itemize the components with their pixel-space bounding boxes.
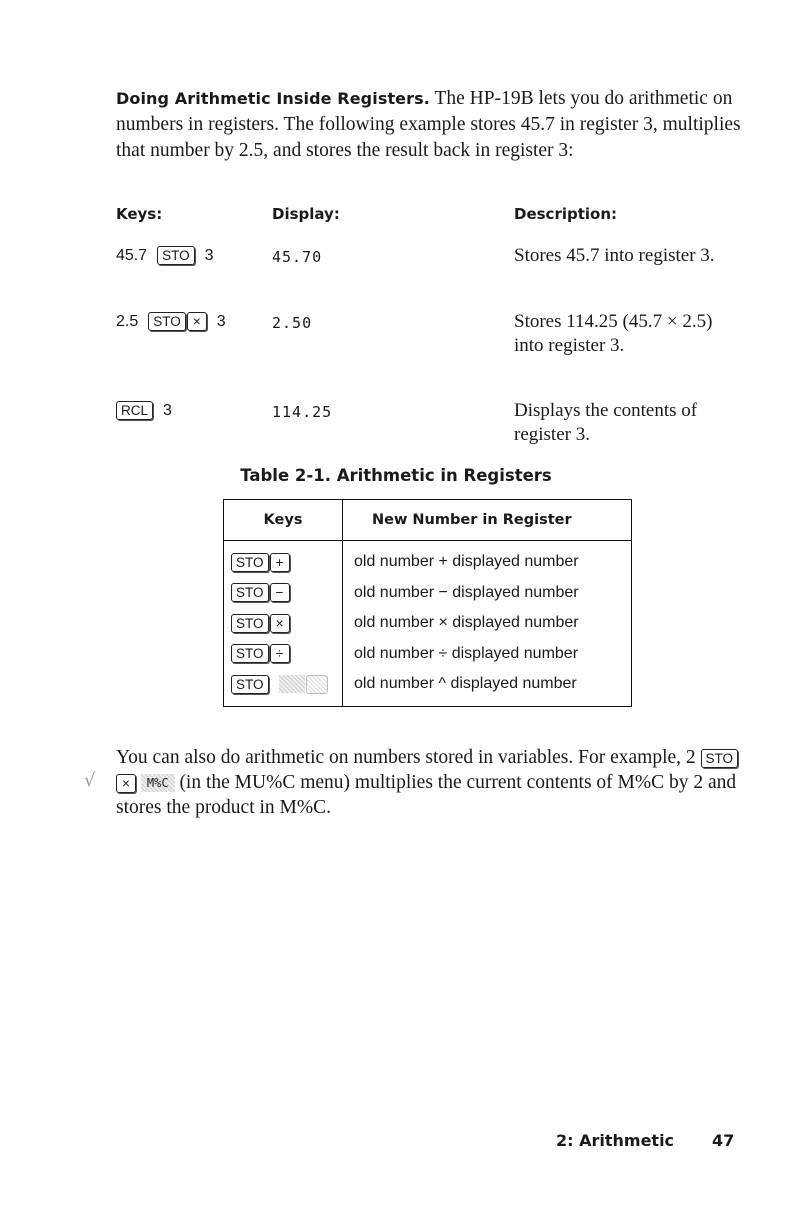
- page-number: 47: [712, 1131, 735, 1150]
- sto-key: STO: [148, 312, 186, 331]
- row-description: Stores 45.7 into register 3.: [514, 245, 715, 266]
- mpc-menu-key: M%C: [141, 774, 175, 792]
- table-caption: Table 2-1. Arithmetic in Registers: [240, 466, 552, 485]
- register-arithmetic-table: [223, 499, 632, 707]
- intro-paragraph: [116, 86, 746, 164]
- row-description: Displays the contents of register 3.: [514, 400, 698, 445]
- table-row: [224, 578, 632, 609]
- table-cell-result: old number ^ displayed number: [354, 675, 577, 693]
- display-readout: 2.50: [272, 314, 313, 332]
- sto-key: STO: [701, 749, 739, 768]
- multiply-key: ×: [116, 774, 136, 793]
- blank-key-icon: [306, 675, 328, 694]
- sto-key: STO: [231, 583, 269, 602]
- outro-paragraph: [116, 745, 748, 820]
- minus-key: −: [270, 583, 290, 602]
- keystroke-sequence: [116, 401, 172, 420]
- sto-key: STO: [231, 675, 269, 694]
- plus-key: +: [270, 553, 290, 572]
- register-number: 3: [216, 312, 226, 330]
- table-cell-result: old number × displayed number: [354, 614, 579, 632]
- sto-key: STO: [231, 553, 269, 572]
- multiply-key: ×: [270, 614, 290, 633]
- intro-text: The HP-19B lets you do arithmetic on numbers in registers. The following example stores 45.7 in register 3, multiplies that number by 2.5, and stores the result back in register 3:: [116, 88, 741, 161]
- table-cell-result: old number + displayed number: [354, 553, 579, 571]
- table-row: [224, 608, 632, 639]
- register-number: 3: [204, 246, 214, 264]
- table-row: [224, 541, 632, 578]
- keystroke-sequence: [116, 312, 226, 331]
- entered-number: 2.5: [116, 312, 139, 330]
- table-header-new-number: New Number in Register: [343, 500, 632, 541]
- row-description: Stores 114.25 (45.7 × 2.5) into register 3.: [514, 311, 713, 356]
- sto-key: STO: [231, 614, 269, 633]
- table-header-keys: Keys: [224, 500, 343, 541]
- table-cell-result: old number − displayed number: [354, 583, 579, 601]
- power-menu-key-icon: [279, 675, 305, 693]
- outro-text-start: You can also do arithmetic on numbers stored in variables. For example, 2: [116, 747, 701, 768]
- description-column-heading: Description:: [514, 205, 618, 223]
- display-readout: 114.25: [272, 403, 333, 421]
- display-column-heading: Display:: [272, 205, 340, 223]
- table-row: [224, 669, 632, 706]
- display-readout: 45.70: [272, 248, 323, 266]
- table-cell-result: old number ÷ displayed number: [354, 644, 579, 662]
- outro-text-end: (in the MU%C menu) multiplies the current contents of M%C by 2 and stores the product in M%C.: [116, 772, 737, 818]
- register-number: 3: [163, 401, 172, 419]
- table-row: [224, 639, 632, 670]
- section-runin-heading: Doing Arithmetic Inside Registers.: [116, 89, 430, 108]
- keystroke-sequence: [116, 246, 214, 265]
- sto-key: STO: [231, 644, 269, 663]
- rcl-key: RCL: [116, 401, 153, 420]
- entered-number: 45.7: [116, 246, 148, 264]
- sto-key: STO: [157, 246, 195, 265]
- multiply-key: ×: [187, 312, 207, 331]
- keys-column-heading: Keys:: [116, 205, 163, 223]
- chapter-label: 2: Arithmetic: [556, 1131, 675, 1150]
- divide-key: ÷: [270, 644, 290, 663]
- checkmark-icon: √: [84, 770, 96, 791]
